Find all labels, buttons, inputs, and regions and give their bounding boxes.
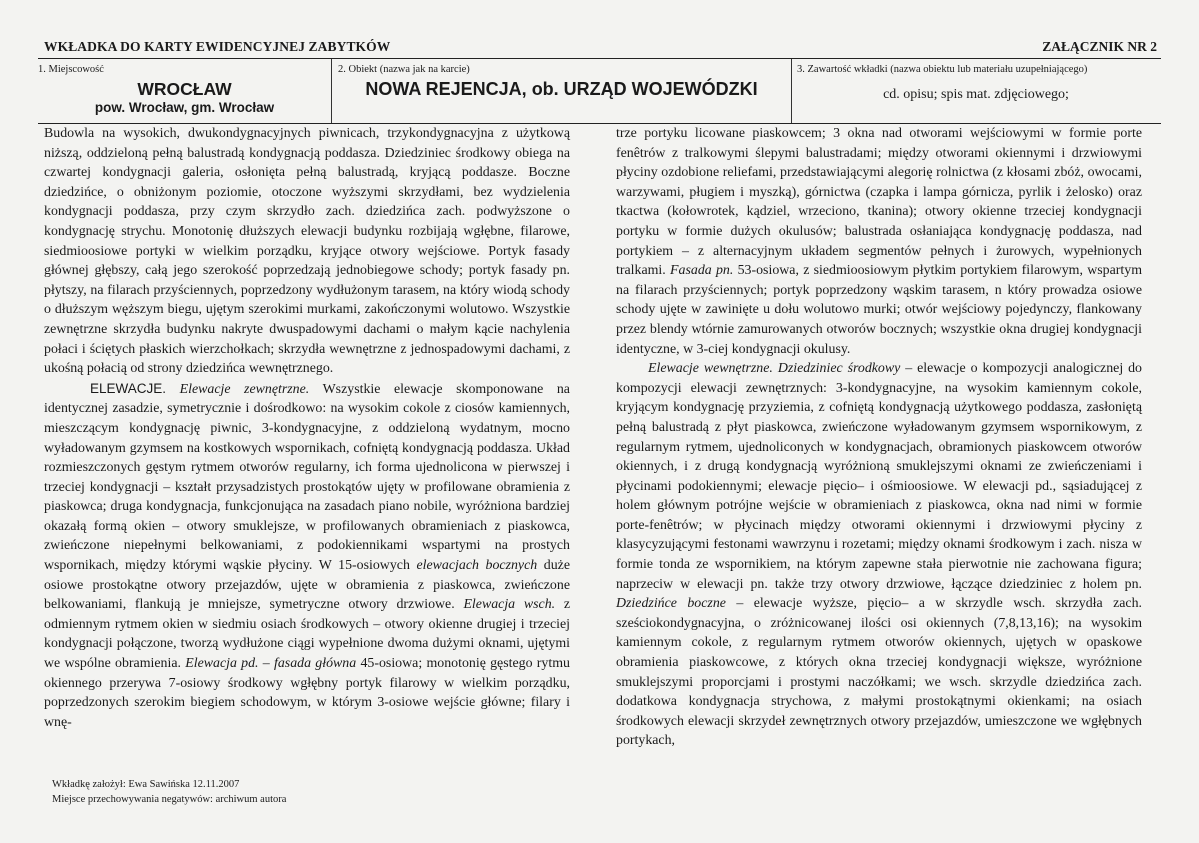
text-run: z odmiennym rytmem okien w siedmiu osiach środkowych – otwory okienne drugiej i trzeciej kondygnacji połączone, tworzą wydłużone ciągi wypełnione dwoma dużymi oknami, ujętymi we wspólne obramienia. [44,597,571,672]
paragraph [616,124,1142,359]
footer [52,777,286,807]
italic-term: Dziedzińce boczne [616,596,726,612]
italic-term: Fasada pn. [670,263,734,279]
object-cell [331,59,792,123]
object-label: 2. Obiekt (nazwa jak na karcie) [338,64,470,75]
italic-term: Dziedziniec środkowy [777,361,901,377]
locality-sub: pow. Wrocław, gm. Wrocław [94,100,275,115]
contents-cell [791,59,1161,123]
text-run: – elewacje o kompozycji analogicznej do kompozycji elewacji zewnętrznych: 3-kondygnacyjne, na wysokim kamiennym cokole, kryjącym kondygnację przyziemia, z cofniętą kondygnacją użytkowego poddasza, zasłoniętą pełną balustradą z płyt piaskowca, zwieńczone wyładowanym gzymsem wspornikowym, z regularnym rytmem, ujednoliconych w kondygnacjach, obramionych piaskowcem otworów okiennych, i z drugą kondygnacją wyróżnioną smuklejszymi oknami ze zwieńczeniami i płycinami podokiennymi; elewacje pięcio– i ośmioosiowe. W elewacji pd., sąsiadującej z holem głównym potrójne wejście w obramieniach z piaskowca, okna nad nimi w formie porte-fenêtrów; w płycinach między otworami okiennymi i drzwiowymi płyciny z klasycyzującymi festonami wawrzynu i rozetami; między oknami środkowym i zach. nisza w formie tonda ze wspornikiem, na którym zapewne stała pierwotnie nie zachowana figura; naprzeciw w elewacji pn. także trzy otwory drzwiowe, łączące dziedziniec z holem pn. [616,361,1142,592]
locality-cell [38,59,331,123]
document-topbar [38,39,1161,59]
object-name: NOWA REJENCJA, ob. URZĄD WOJEWÓDZKI [365,79,758,99]
locality-name: WROCŁAW [137,79,232,99]
text-run: 45-osiowa; monotonię gęstego rytmu okiennego przerywa 7-osiowy środkowy wgłębny portyk filarowy w wielkim porządku, poprzedzonych szerokim biegiem schodowym, w którym 3-osiowe wejście główne; filary i wnę- [44,656,570,730]
text-run: 53-osiowa, z siedmioosiowym płytkim portykiem filarowym, wspartym na filarach przyściennych; portyk poprzedzony wąskim tarasem, n który prowadza osiowe schody ujęte w zawinięte u dołu wolutowo murki; otwór wejściowy pojedynczy, flankowany przez blendy wtórnie zamurowanych otworów bocznych; wszystkie okna drugiej kondygnacji identyczne, w 3-ciej kondygnacji okulusy. [616,263,1143,357]
paragraph [44,379,570,733]
text-column-right [616,124,1142,751]
form-title: WKŁADKA DO KARTY EWIDENCYJNEJ ZABYTKÓW [44,39,391,54]
text-run: duże osiowe prostokątne otwory przejazdów, ujęte w obramienia z piaskowca, zwieńczone belkowaniami, flankują je mniejsze, symetryczne otwory drzwiowe. [44,558,570,613]
paragraph [616,359,1142,751]
subheading: Elewacje wewnętrzne. [648,361,773,377]
italic-term: elewacjach bocznych [416,558,538,574]
attachment-number: ZAŁĄCZNIK NR 2 [1042,39,1157,54]
locality-label: 1. Miejscowość [38,64,104,75]
footer-negatives: Miejsce przechowywania negatywów: archiwum autora [52,794,287,805]
subheading: Elewacje zewnętrzne. [179,381,310,397]
header-table [38,58,1161,124]
footer-author: Wkładkę założył: Ewa Sawińska 12.11.2007 [52,779,240,790]
text-run: Wszystkie elewacje skomponowane na identycznej zasadzie, symetrycznie i dośrodkowo: na wysokim cokole z ciosów kamiennych, mieszczącym kondygnację piwnic, 3-kondygnacyjne, z oddzieloną wydatnym, mocno wyładowanym gzymsem na kostkowych wspornikach, cofniętą kondygnacją poddasza. Układ rozmieszczonych gęstym rytmem otworów regularny, ich forma ujednolicona w pierwszej i trzeciej kondygnacji – kształt przysadzistych prostokątów ujęty w profilowane obramienia z piaskowca; druga kondygnacja, funkcjonująca na zasadach piano nobile, wyróżniona bardziej okazałą formą okien – otwory smuklejsze, w profilowanych obramieniach z piaskowca, zwieńczone niepełnymi belkowaniami, z podokiennikami wspartymi na prostych wspornikach, między którymi wąskie płyciny. W 15-osiowych [44,381,570,574]
contents-label: 3. Zawartość wkładki (nazwa obiektu lub materiału uzupełniającego) [797,64,1088,75]
text-run: – elewacje wyższe, pięcio– a w skrzydle wsch. skrzydła zach. sześciokondygnacyjna, o zróżnicowanej ilości osi okiennych (7,8,13,16); na wysokim kamiennym cokole, z regularnym rytmem otworów okiennych, ujętych w opaskowe obramienia piaskowcowe, z których okna trzeciej kondygnacji większe, wyróżnione smuklejszymi proporcjami i prostymi naczółkami; we wsch. skrzydle dziedzińca zach. dodatkowa kondygnacja strychowa, z małymi prostokątnymi okienkami; na osiach środkowych elewacji skrzydeł zewnętrznych otwory przejazdów, umieszczone we wgłębnych portykach, [616,596,1142,749]
paragraph: Budowla na wysokich, dwukondygnacyjnych piwnicach, trzykondygnacyjna z użytkową niższą, oddzieloną pełną balustradą kondygnacją poddasza. Dziedziniec środkowy obiega na czwartej kondygnacji galeria, osłonięta pełną balustradą, kryjącą poddasze. Boczne dziedzińce, o obniżonym poziomie, otoczone wyższymi skrzydłami, bez wydzielenia kondygnacji poddasza, przy czym skrzydło zach. dziedzińca zach. podwyższone o kondygnację strychu. Monotonię dłuższych elewacji budynku rozbijają wgłębne, filarowe, siedmioosiowe portyki w wielkim porządku, kryjące otwory wejściowe. Portyk fasady głównej głębszy, całą jego szerokość poprzedzają jednobiegowe schody; portyk fasady pn. płytszy, na filarach przyściennych, poprzedzony wydłużonym tarasem, na który wiodą schody o dłuższym węższym biegu, ujętym szerokimi murkami, zakończonymi wolutowo. Wszystkie zewnętrzne skrzydła budynku nakryte dwuspadowymi dachami o małym kącie nachylenia połaci i ściętych płaskich wierzchołkach; skrzydła wewnętrzne z jednospadowymi dachami, z ukośną połacią od strony dziedzińca wewnętrznego. [44,126,570,377]
italic-term: Elewacja wsch. [463,597,556,613]
text-column-left [44,124,570,732]
text-run: trze portyku licowane piaskowcem; 3 okna nad otworami wejściowymi w formie porte fenêtrów z tralkowymi ślepymi balustradami; między otworami okiennymi i drzwiowymi płyciny ozdobione reliefami, przedstawiającymi alegorię rolnictwa (z kłosami zbóż, owocami, warzywami, pługiem i myszką), górnictwa (czapka i lampa górnicza, pyrlik i żelosko) oraz tkactwa (kołowrotek, kądziel, wrzeciono, tkanina); otwory okienne trzeciej kondygnacji portyku w formie dużych okulusów; balustrada osłaniająca kondygnację poddasza, nad portykiem – z alternacyjnym układem segmentów pełnych i żurowych, wypełnionych tralkami. [616,126,1142,279]
contents-value: cd. opisu; spis mat. zdjęciowego; [883,87,1069,102]
italic-term: Elewacja pd. – fasada główna [185,656,357,672]
section-heading: ELEWACJE. [90,380,167,396]
